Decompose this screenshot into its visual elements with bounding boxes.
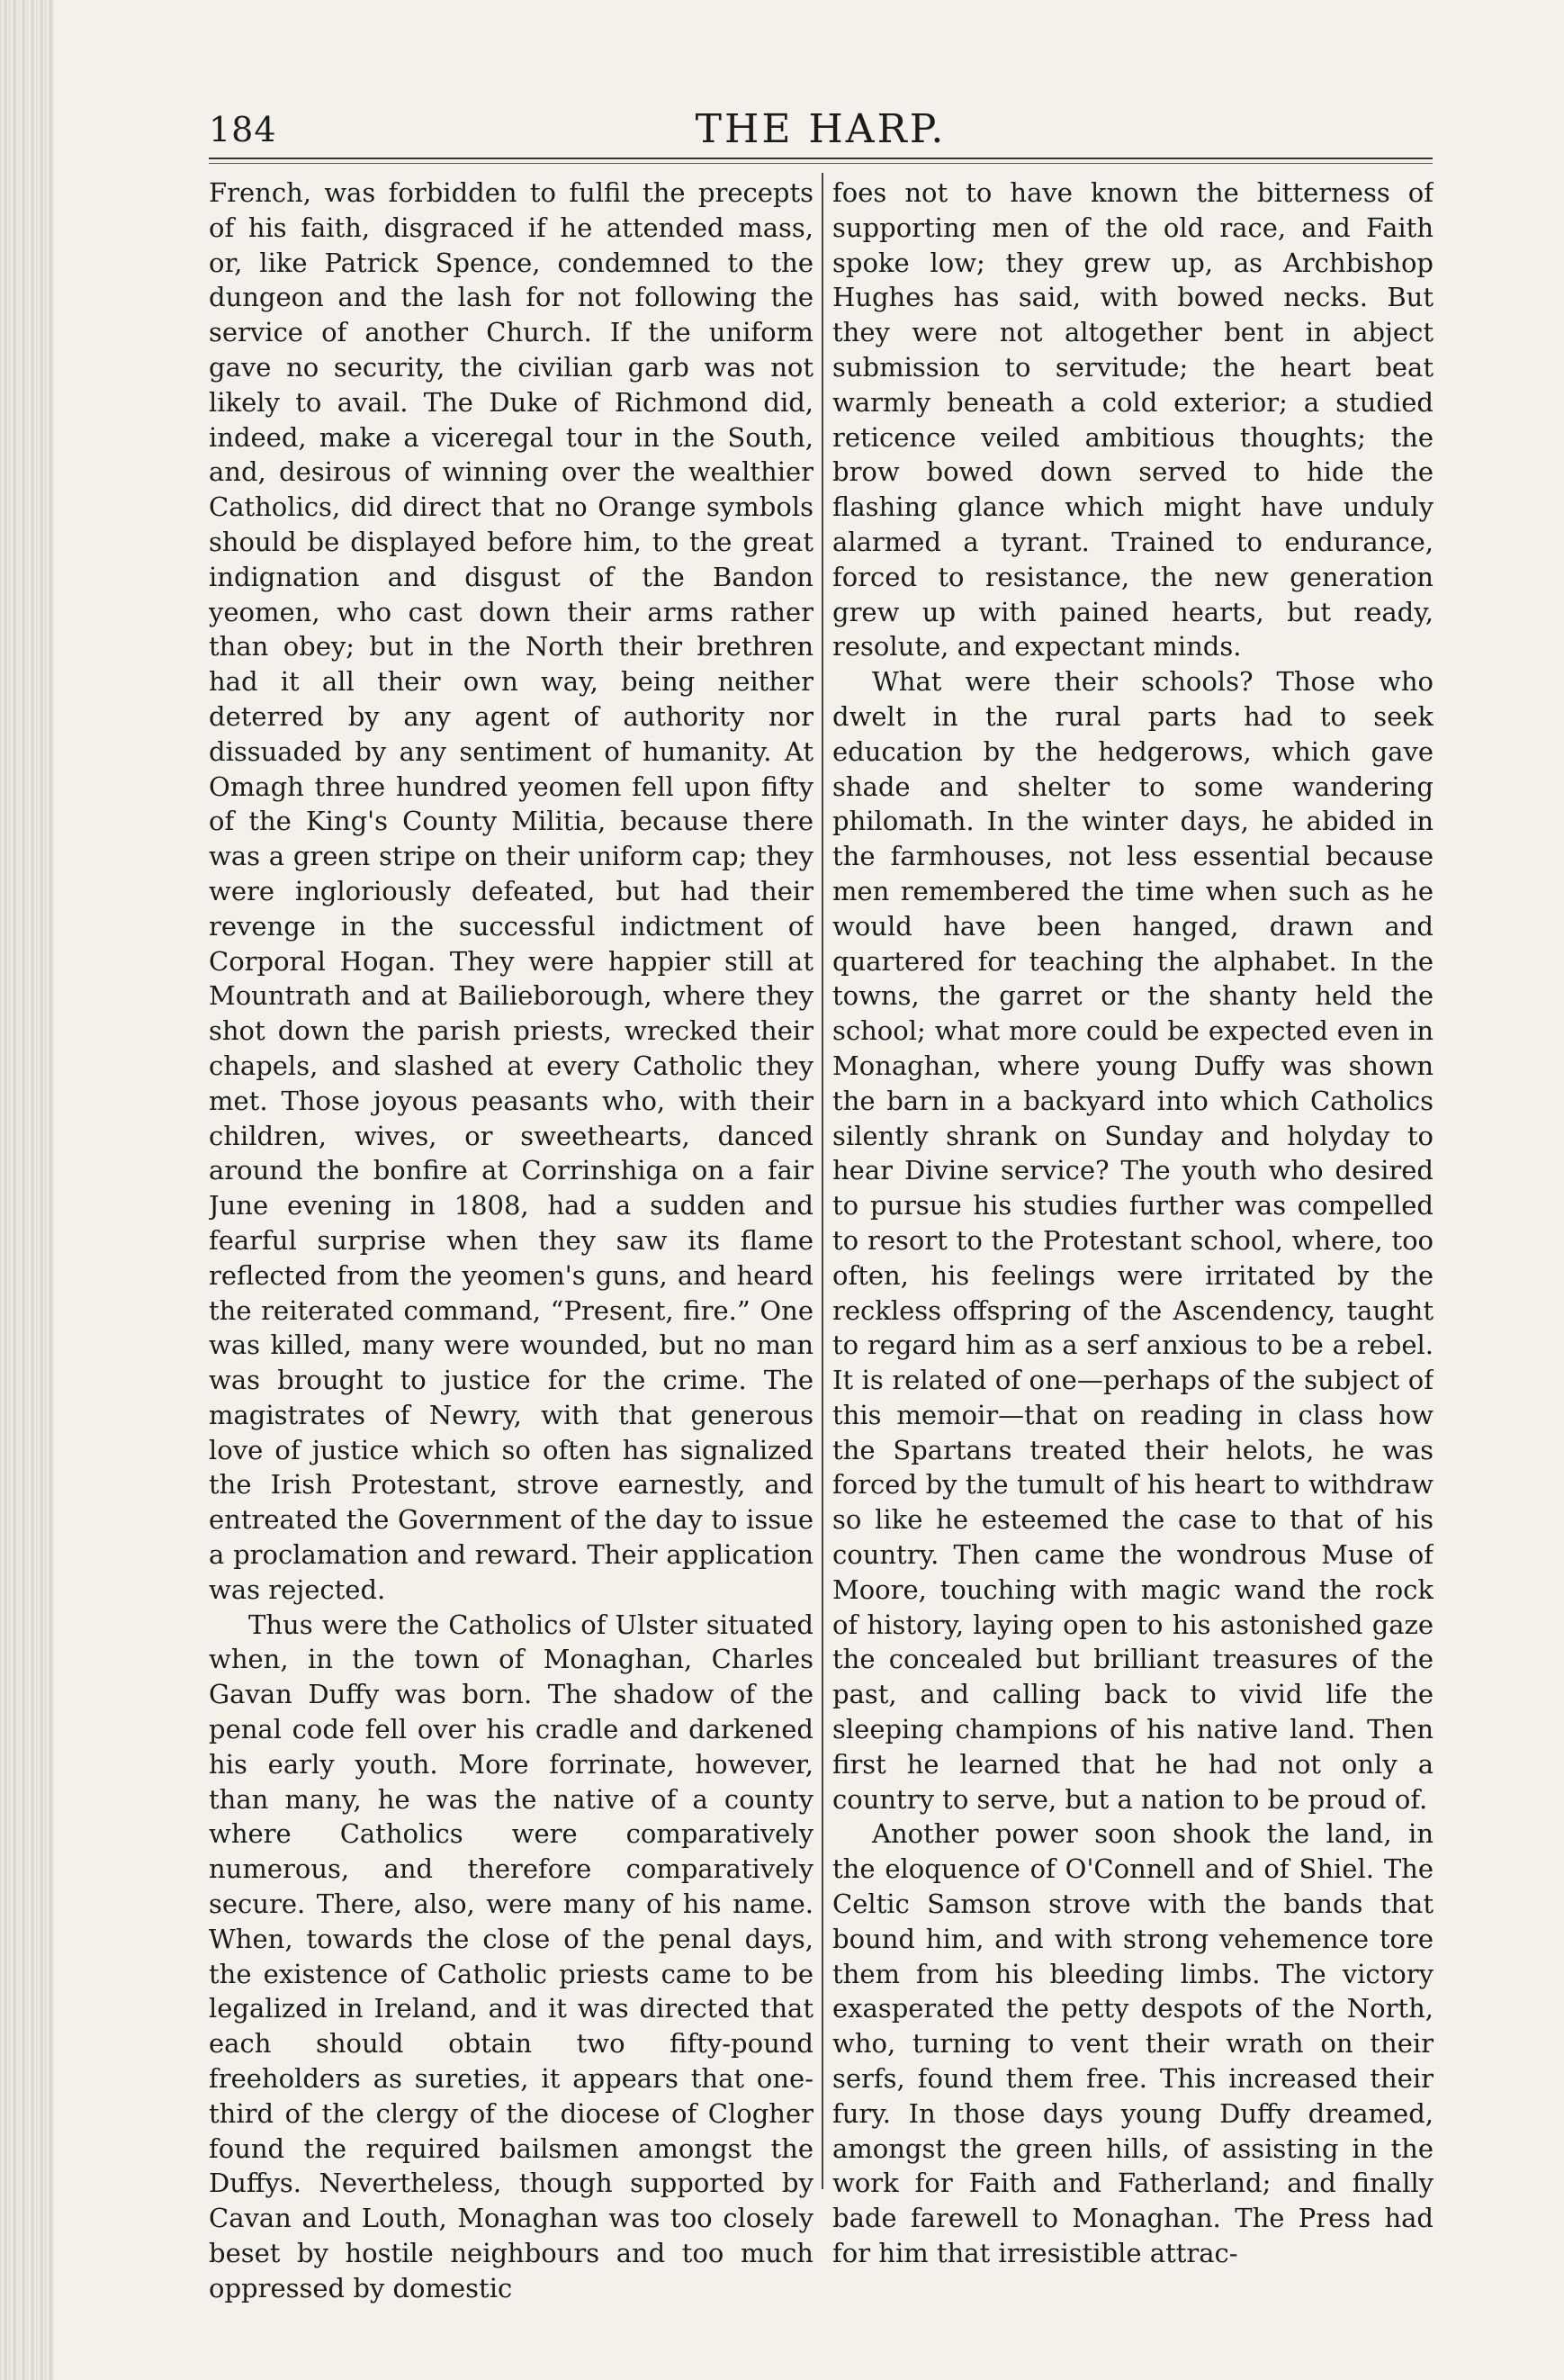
- left-column: [209, 176, 813, 2336]
- column-divider: [822, 173, 823, 2189]
- right-paragraph-1: foes not to have known the bitterness of supporting men of the old race, and Faith spoke low; they grew up, as Archbishop Hughes has said, with bowed necks. But they were not altogether bent in abject submission to servitude; the heart beat warmly beneath a cold exterior; a studied reticence veiled ambitious thoughts; the brow bowed down served to hide the flashing glance which might have unduly alarmed a tyrant. Trained to endurance, forced to resistance, the new generation grew up with pained hearts, but ready, resolute, and expectant minds.: [832, 177, 1434, 663]
- right-paragraph-2: What were their schools? Those who dwelt in the rural parts had to seek education by the hedgerows, which gave shade and shelter to some wandering philomath. In the winter days, he abided in the farmhouses, not less essential because men remembered the time when such as he would have been hanged, drawn and quartered for teaching the alphabet. In the towns, the garret or the shanty held the school; what more could be expected even in Monaghan, where young Duffy was shown the barn in a backyard into which Catholics silently shrank on Sunday and holyday to hear Divine service? The youth who desired to pursue his studies further was compelled to resort to the Protestant school, where, too often, his feelings were irritated by the reckless offspring of the Ascendency, taught to regard him as a serf anxious to be a rebel. It is related of one—perhaps of the subject of this memoir—that on reading in class how the Spartans treated their helots, he was forced by the tumult of his heart to withdraw so like he esteemed the case to that of his country. Then came the wondrous Muse of Moore, touching with magic wand the rock of history, laying open to his astonished gaze the concealed but brilliant treasures of the past, and calling back to vivid life the sleeping champions of his native land. Then first he learned that he had not only a country to serve, but a nation to be proud of.: [832, 666, 1434, 1815]
- page-number: 184: [209, 110, 277, 149]
- binding-edge: [0, 0, 54, 2380]
- right-column: [832, 176, 1434, 2336]
- left-paragraph-2: Thus were the Catholics of Ulster situated when, in the town of Monaghan, Charles Gavan Duffy was born. The shadow of the penal code fell over his cradle and darkened his early youth. More forrinate, however, than many, he was the native of a county where Catholics were comparatively numerous, and therefore comparatively secure. There, also, were many of his name. When, towards the close of the penal days, the existence of Catholic priests came to be legalized in Ireland, and it was directed that each should obtain two fifty-pound freeholders as sureties, it appears that one-third of the clergy of the diocese of Clogher found the required bailsmen amongst the Duffys. Nevertheless, though supported by Cavan and Louth, Monaghan was too closely beset by hostile neighbours and too much oppressed by domestic: [209, 1609, 813, 2303]
- left-paragraph-1: French, was forbidden to fulfil the precepts of his faith, disgraced if he attended mass, or, like Patrick Spence, condemned to the dungeon and the lash for not following the service of another Church. If the uniform gave no security, the civilian garb was not likely to avail. The Duke of Richmond did, indeed, make a viceregal tour in the South, and, desirous of winning over the wealthier Catholics, did direct that no Orange symbols should be displayed before him, to the great indignation and disgust of the Bandon yeomen, who cast down their arms rather than obey; but in the North their brethren had it all their own way, being neither deterred by any agent of authority nor dissuaded by any sentiment of humanity. At Omagh three hundred yeomen fell upon fifty of the King's County Militia, because there was a green stripe on their uniform cap; they were ingloriously defeated, but had their revenge in the successful indictment of Corporal Hogan. They were happier still at Mountrath and at Bailieborough, where they shot down the parish priests, wrecked their chapels, and slashed at every Catholic they met. Those joyous peasants who, with their children, wives, or sweethearts, danced around the bonfire at Corrinshiga on a fair June evening in 1808, had a sudden and fearful surprise when they saw its flame reflected from the yeomen's guns, and heard the reiterated command, “Present, fire.” One was killed, many were wounded, but no man was brought to justice for the crime. The magistrates of Newry, with that generous love of justice which so often has signalized the Irish Protestant, strove earnestly, and entreated the Government of the day to issue a proclamation and reward. Their application was rejected.: [209, 177, 813, 1605]
- right-paragraph-3: Another power soon shook the land, in the eloquence of O'Connell and of Shiel. The Celtic Samson strove with the bands that bound him, and with strong vehemence tore them from his bleeding limbs. The victory exasperated the petty despots of the North, who, turning to vent their wrath on their serfs, found them free. This increased their fury. In those days young Duffy dreamed, amongst the green hills, of assisting in the work for Faith and Fatherland; and finally bade farewell to Monaghan. The Press had for him that irresistible attrac-: [832, 1818, 1434, 2269]
- header-rule: [209, 158, 1433, 164]
- running-head-title: THE HARP.: [695, 106, 947, 152]
